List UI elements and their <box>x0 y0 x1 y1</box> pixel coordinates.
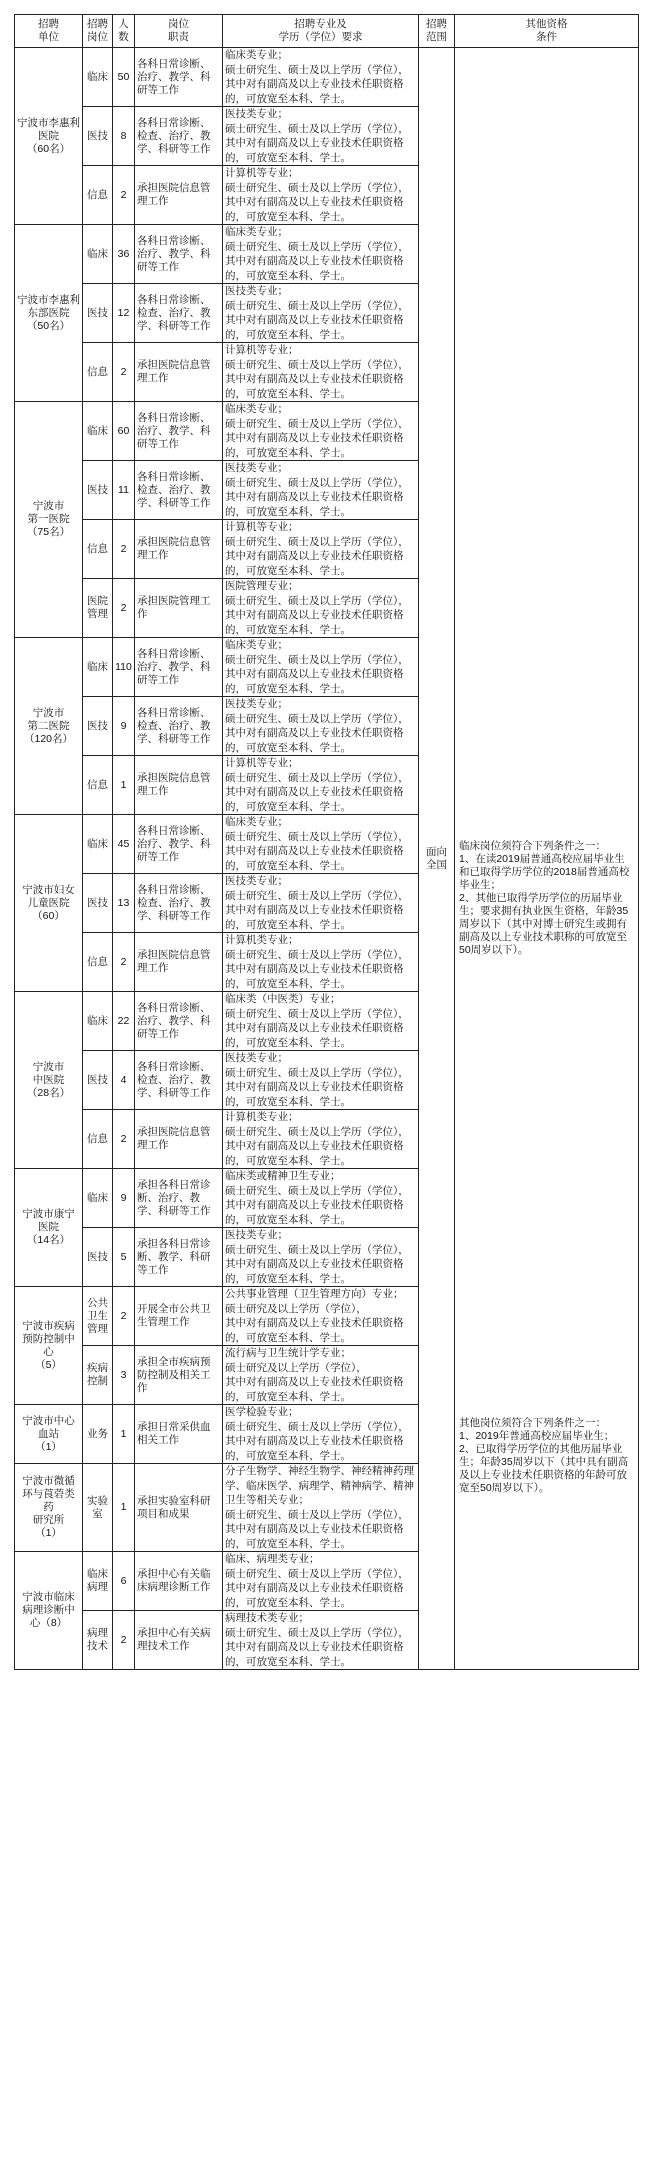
position-cell: 信息 <box>83 1110 113 1169</box>
header-unit: 招聘 单位 <box>15 15 83 48</box>
requirement-cell: 医技类专业； 硕士研究生、硕士及以上学历（学位）， 其中对有副高及以上专业技术任职资格的，可放宽至本科、学士。 <box>223 1228 419 1287</box>
requirement-cell: 临床、病理类专业； 硕士研究生、硕士及以上学历（学位）， 其中对有副高及以上专业技术任职资格的，可放宽至本科、学士。 <box>223 1552 419 1611</box>
requirement-cell: 医技类专业； 硕士研究生、硕士及以上学历（学位）， 其中对有副高及以上专业技术任职资格的，可放宽至本科、学士。 <box>223 697 419 756</box>
requirement-cell: 临床类（中医类）专业； 硕士研究生、硕士及以上学历（学位）， 其中对有副高及以上专业技术任职资格的，可放宽至本科、学士。 <box>223 992 419 1051</box>
duty-cell: 承担医院管理工作 <box>135 579 223 638</box>
header-scope: 招聘 范围 <box>419 15 455 48</box>
position-cell: 信息 <box>83 166 113 225</box>
header-position: 招聘 岗位 <box>83 15 113 48</box>
position-cell: 信息 <box>83 343 113 402</box>
other-conditions-cell <box>455 48 639 1670</box>
count-cell: 9 <box>113 697 135 756</box>
requirement-cell: 临床类专业； 硕士研究生、硕士及以上学历（学位）， 其中对有副高及以上专业技术任职资格的，可放宽至本科、学士。 <box>223 638 419 697</box>
unit-name: 宁波市 第一医院 （75名） <box>15 402 83 638</box>
requirement-cell: 分子生物学、神经生物学、神经精神药理学、临床医学、病理学、精神病学、精神卫生等相关专业； 硕士研究生、硕士及以上学历（学位）， 其中对有副高及以上专业技术任职资格的，可放宽至本科、学士。 <box>223 1464 419 1552</box>
position-cell: 信息 <box>83 520 113 579</box>
requirement-cell: 医技类专业； 硕士研究生、硕士及以上学历（学位）， 其中对有副高及以上专业技术任职资格的，可放宽至本科、学士。 <box>223 107 419 166</box>
position-cell: 临床 <box>83 815 113 874</box>
duty-cell: 承担日常采供血相关工作 <box>135 1405 223 1464</box>
requirement-cell: 计算机类专业； 硕士研究生、硕士及以上学历（学位）， 其中对有副高及以上专业技术任职资格的，可放宽至本科、学士。 <box>223 933 419 992</box>
position-cell: 临床 <box>83 225 113 284</box>
count-cell: 11 <box>113 461 135 520</box>
count-cell: 8 <box>113 107 135 166</box>
requirement-cell: 临床类或精神卫生专业； 硕士研究生、硕士及以上学历（学位）， 其中对有副高及以上专业技术任职资格的，可放宽至本科、学士。 <box>223 1169 419 1228</box>
other-positions-conditions: 其他岗位须符合下列条件之一： 1、2019年普通高校应届毕业生； 2、已取得学历学位的其他历届毕业生；年龄35周岁以下（其中具有副高及以上专业技术任职资格的年龄可放宽至50周岁以下）。 <box>459 1417 629 1494</box>
position-cell: 业务 <box>83 1405 113 1464</box>
position-cell: 疾病 控制 <box>83 1346 113 1405</box>
header-count: 人数 <box>113 15 135 48</box>
count-cell: 36 <box>113 225 135 284</box>
unit-name: 宁波市妇女 儿童医院 （60） <box>15 815 83 992</box>
position-cell: 临床 病理 <box>83 1552 113 1611</box>
requirement-cell: 医学检验专业； 硕士研究生、硕士及以上学历（学位）， 其中对有副高及以上专业技术任职资格的，可放宽至本科、学士。 <box>223 1405 419 1464</box>
unit-name: 宁波市康宁 医院 （14名） <box>15 1169 83 1287</box>
duty-cell: 各科日常诊断、检查、治疗、教学、科研等工作 <box>135 697 223 756</box>
duty-cell: 承担医院信息管理工作 <box>135 756 223 815</box>
count-cell: 12 <box>113 284 135 343</box>
count-cell: 2 <box>113 579 135 638</box>
duty-cell: 承担中心有关病理技术工作 <box>135 1611 223 1670</box>
unit-name: 宁波市中心 血站 （1） <box>15 1405 83 1464</box>
position-cell: 信息 <box>83 756 113 815</box>
position-cell: 医技 <box>83 1051 113 1110</box>
position-cell: 临床 <box>83 638 113 697</box>
recruitment-table <box>14 14 639 1670</box>
duty-cell: 承担医院信息管理工作 <box>135 520 223 579</box>
duty-cell: 各科日常诊断、治疗、教学、科研等工作 <box>135 992 223 1051</box>
requirement-cell: 流行病与卫生统计学专业； 硕士研究及以上学历（学位）， 其中对有副高及以上专业技术任职资格的，可放宽至本科、学士。 <box>223 1346 419 1405</box>
position-cell: 临床 <box>83 48 113 107</box>
count-cell: 5 <box>113 1228 135 1287</box>
clinical-conditions: 临床岗位须符合下列条件之一： 1、在读2019届普通高校应届毕业生和已取得学历学位的2018届普通高校毕业生； 2、其他已取得学历学位的历届毕业生；要求拥有执业医生资格，年龄35周岁以下（其中对博士研究生或拥有副高及以上专业技术职称的可放宽至50周岁以下）。 <box>459 840 630 956</box>
unit-name: 宁波市李惠利 医院 （60名） <box>15 48 83 225</box>
duty-cell: 承担中心有关临床病理诊断工作 <box>135 1552 223 1611</box>
position-cell: 病理 技术 <box>83 1611 113 1670</box>
duty-cell: 各科日常诊断、检查、治疗、教学、科研等工作 <box>135 874 223 933</box>
table-row <box>15 48 639 107</box>
count-cell: 13 <box>113 874 135 933</box>
count-cell: 2 <box>113 520 135 579</box>
requirement-cell: 医技类专业； 硕士研究生、硕士及以上学历（学位）， 其中对有副高及以上专业技术任职资格的，可放宽至本科、学士。 <box>223 874 419 933</box>
duty-cell: 各科日常诊断、检查、治疗、教学、科研等工作 <box>135 107 223 166</box>
duty-cell: 承担各科日常诊断、教学、科研等工作 <box>135 1228 223 1287</box>
position-cell: 公共 卫生 管理 <box>83 1287 113 1346</box>
duty-cell: 各科日常诊断、检查、治疗、教学、科研等工作 <box>135 461 223 520</box>
position-cell: 医院 管理 <box>83 579 113 638</box>
position-cell: 医技 <box>83 461 113 520</box>
position-cell: 临床 <box>83 402 113 461</box>
count-cell: 4 <box>113 1051 135 1110</box>
count-cell: 6 <box>113 1552 135 1611</box>
unit-name: 宁波市李惠利 东部医院 （50名） <box>15 225 83 402</box>
duty-cell: 承担各科日常诊断、治疗、教学、科研等工作 <box>135 1169 223 1228</box>
requirement-cell: 医院管理专业； 硕士研究生、硕士及以上学历（学位）， 其中对有副高及以上专业技术任职资格的，可放宽至本科、学士。 <box>223 579 419 638</box>
count-cell: 45 <box>113 815 135 874</box>
count-cell: 2 <box>113 166 135 225</box>
position-cell: 医技 <box>83 874 113 933</box>
duty-cell: 承担实验室科研项目和成果 <box>135 1464 223 1552</box>
count-cell: 2 <box>113 1611 135 1670</box>
requirement-cell: 临床类专业； 硕士研究生、硕士及以上学历（学位）， 其中对有副高及以上专业技术任职资格的，可放宽至本科、学士。 <box>223 815 419 874</box>
duty-cell: 开展全市公共卫生管理工作 <box>135 1287 223 1346</box>
requirement-cell: 计算机类专业； 硕士研究生、硕士及以上学历（学位）， 其中对有副高及以上专业技术任职资格的，可放宽至本科、学士。 <box>223 1110 419 1169</box>
requirement-cell: 计算机等专业； 硕士研究生、硕士及以上学历（学位）， 其中对有副高及以上专业技术任职资格的，可放宽至本科、学士。 <box>223 520 419 579</box>
count-cell: 2 <box>113 933 135 992</box>
header-requirement: 招聘专业及 学历（学位）要求 <box>223 15 419 48</box>
count-cell: 2 <box>113 1287 135 1346</box>
position-cell: 实验 室 <box>83 1464 113 1552</box>
duty-cell: 承担全市疾病预防控制及相关工作 <box>135 1346 223 1405</box>
requirement-cell: 医技类专业； 硕士研究生、硕士及以上学历（学位）， 其中对有副高及以上专业技术任职资格的，可放宽至本科、学士。 <box>223 1051 419 1110</box>
count-cell: 50 <box>113 48 135 107</box>
unit-name: 宁波市临床 病理诊断中 心（8） <box>15 1552 83 1670</box>
scope-cell: 面向 全国 <box>419 48 455 1670</box>
count-cell: 1 <box>113 756 135 815</box>
requirement-cell: 病理技术类专业； 硕士研究生、硕士及以上学历（学位）， 其中对有副高及以上专业技术任职资格的，可放宽至本科、学士。 <box>223 1611 419 1670</box>
duty-cell: 各科日常诊断、治疗、教学、科研等工作 <box>135 402 223 461</box>
duty-cell: 各科日常诊断、治疗、教学、科研等工作 <box>135 225 223 284</box>
duty-cell: 各科日常诊断、治疗、教学、科研等工作 <box>135 48 223 107</box>
count-cell: 22 <box>113 992 135 1051</box>
duty-cell: 承担医院信息管理工作 <box>135 933 223 992</box>
count-cell: 60 <box>113 402 135 461</box>
duty-cell: 各科日常诊断、治疗、教学、科研等工作 <box>135 638 223 697</box>
position-cell: 医技 <box>83 1228 113 1287</box>
requirement-cell: 临床类专业； 硕士研究生、硕士及以上学历（学位）， 其中对有副高及以上专业技术任职资格的，可放宽至本科、学士。 <box>223 225 419 284</box>
requirement-cell: 医技类专业； 硕士研究生、硕士及以上学历（学位）， 其中对有副高及以上专业技术任职资格的，可放宽至本科、学士。 <box>223 461 419 520</box>
position-cell: 临床 <box>83 992 113 1051</box>
duty-cell: 各科日常诊断、治疗、教学、科研等工作 <box>135 815 223 874</box>
requirement-cell: 计算机等专业； 硕士研究生、硕士及以上学历（学位）， 其中对有副高及以上专业技术任职资格的，可放宽至本科、学士。 <box>223 343 419 402</box>
position-cell: 医技 <box>83 107 113 166</box>
position-cell: 医技 <box>83 697 113 756</box>
requirement-cell: 临床类专业； 硕士研究生、硕士及以上学历（学位）， 其中对有副高及以上专业技术任职资格的，可放宽至本科、学士。 <box>223 402 419 461</box>
count-cell: 2 <box>113 343 135 402</box>
unit-name: 宁波市 中医院 （28名） <box>15 992 83 1169</box>
position-cell: 临床 <box>83 1169 113 1228</box>
count-cell: 1 <box>113 1464 135 1552</box>
requirement-cell: 计算机等专业； 硕士研究生、硕士及以上学历（学位）， 其中对有副高及以上专业技术任职资格的，可放宽至本科、学士。 <box>223 756 419 815</box>
requirement-cell: 临床类专业； 硕士研究生、硕士及以上学历（学位）， 其中对有副高及以上专业技术任职资格的，可放宽至本科、学士。 <box>223 48 419 107</box>
unit-name: 宁波市 第二医院 （120名） <box>15 638 83 815</box>
table-body <box>15 48 639 1670</box>
header-row <box>15 15 639 48</box>
duty-cell: 承担医院信息管理工作 <box>135 1110 223 1169</box>
header-other: 其他资格 条件 <box>455 15 639 48</box>
duty-cell: 承担医院信息管理工作 <box>135 343 223 402</box>
position-cell: 医技 <box>83 284 113 343</box>
count-cell: 2 <box>113 1110 135 1169</box>
position-cell: 信息 <box>83 933 113 992</box>
duty-cell: 各科日常诊断、检查、治疗、教学、科研等工作 <box>135 1051 223 1110</box>
count-cell: 9 <box>113 1169 135 1228</box>
unit-name: 宁波市微循 环与莨菪类 药 研究所 （1） <box>15 1464 83 1552</box>
unit-name: 宁波市疾病 预防控制中 心 （5） <box>15 1287 83 1405</box>
duty-cell: 各科日常诊断、检查、治疗、教学、科研等工作 <box>135 284 223 343</box>
requirement-cell: 公共事业管理（卫生管理方向）专业； 硕士研究及以上学历（学位）， 其中对有副高及以上专业技术任职资格的，可放宽至本科、学士。 <box>223 1287 419 1346</box>
count-cell: 3 <box>113 1346 135 1405</box>
requirement-cell: 医技类专业； 硕士研究生、硕士及以上学历（学位）， 其中对有副高及以上专业技术任职资格的，可放宽至本科、学士。 <box>223 284 419 343</box>
count-cell: 1 <box>113 1405 135 1464</box>
header-duty: 岗位 职责 <box>135 15 223 48</box>
duty-cell: 承担医院信息管理工作 <box>135 166 223 225</box>
count-cell: 110 <box>113 638 135 697</box>
requirement-cell: 计算机等专业； 硕士研究生、硕士及以上学历（学位）， 其中对有副高及以上专业技术任职资格的，可放宽至本科、学士。 <box>223 166 419 225</box>
